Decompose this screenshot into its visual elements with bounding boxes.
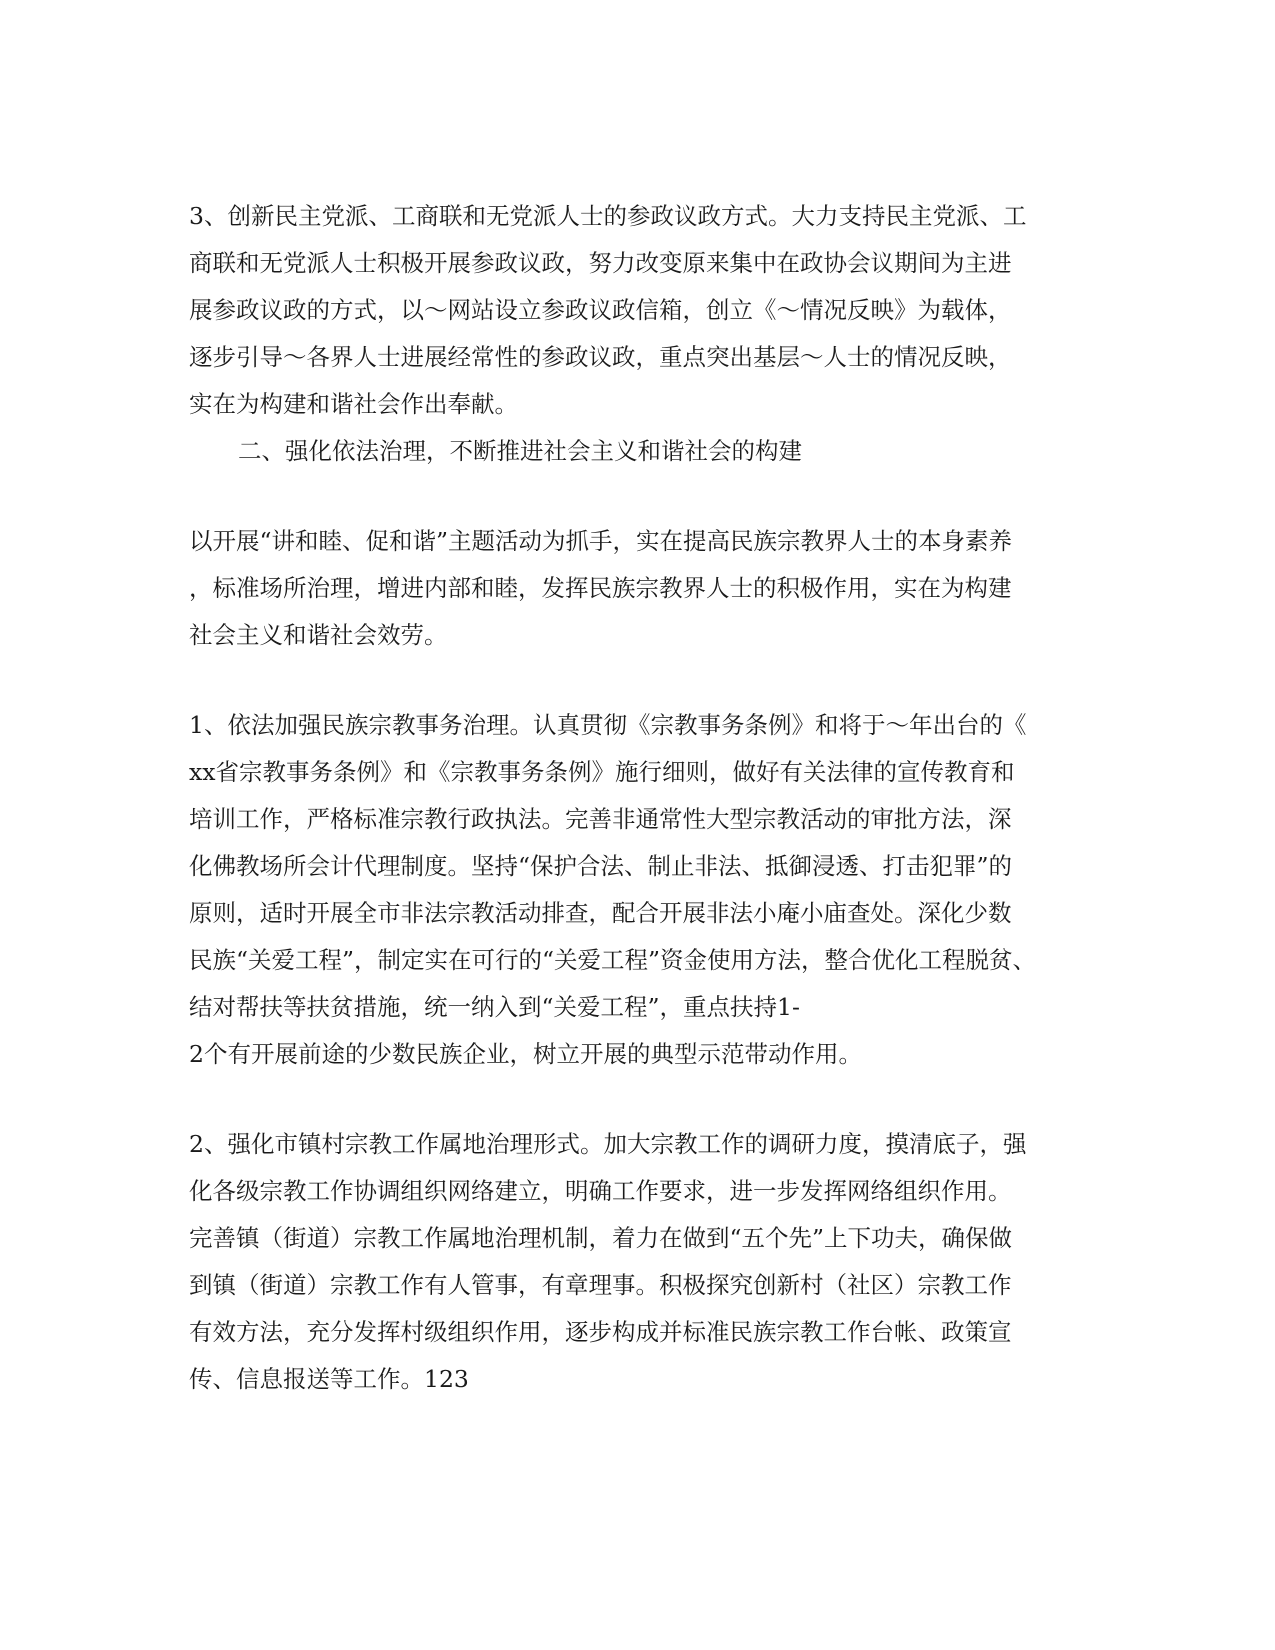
text-line: 2、强化市镇村宗教工作属地治理形式。加大宗教工作的调研力度，摸清底子，强 bbox=[189, 1130, 1027, 1158]
text-line: 原则，适时开展全市非法宗教活动排查，配合开展非法小庵小庙查处。深化少数 bbox=[189, 899, 1012, 927]
text-line: 逐步引导～各界人士进展经常性的参政议政，重点突出基层～人士的情况反映， bbox=[189, 343, 1012, 371]
text-line: xx省宗教事务条例》和《宗教事务条例》施行细则，做好有关法律的宣传教育和 bbox=[189, 758, 1015, 786]
text-line: 民族“关爱工程”，制定实在可行的“关爱工程”资金使用方法，整合优化工程脱贫、 bbox=[189, 946, 1037, 974]
text-line: 传、信息报送等工作。123 bbox=[189, 1365, 469, 1393]
text-line: 培训工作，严格标准宗教行政执法。完善非通常性大型宗教活动的审批方法，深 bbox=[189, 805, 1012, 833]
text-line: 结对帮扶等扶贫措施，统一纳入到“关爱工程”，重点扶持1- bbox=[189, 993, 800, 1021]
text-line: 到镇（街道）宗教工作有人管事，有章理事。积极探究创新村（社区）宗教工作 bbox=[189, 1271, 1012, 1299]
text-line: 1、依法加强民族宗教事务治理。认真贯彻《宗教事务条例》和将于～年出台的《 bbox=[189, 711, 1027, 739]
text-line: 2个有开展前途的少数民族企业，树立开展的典型示范带动作用。 bbox=[189, 1040, 862, 1068]
text-line: 展参政议政的方式，以～网站设立参政议政信箱，创立《～情况反映》为载体， bbox=[189, 296, 1012, 324]
text-line: 有效方法，充分发挥村级组织作用，逐步构成并标准民族宗教工作台帐、政策宣 bbox=[189, 1318, 1012, 1346]
text-line: 化各级宗教工作协调组织网络建立，明确工作要求，进一步发挥网络组织作用。 bbox=[189, 1177, 1012, 1205]
text-line: 商联和无党派人士积极开展参政议政，努力改变原来集中在政协会议期间为主进 bbox=[189, 249, 1012, 277]
text-line: 3、创新民主党派、工商联和无党派人士的参政议政方式。大力支持民主党派、工 bbox=[189, 202, 1027, 230]
text-line: 完善镇（街道）宗教工作属地治理机制，着力在做到“五个先”上下功夫，确保做 bbox=[189, 1224, 1013, 1252]
text-line: 社会主义和谐社会效劳。 bbox=[189, 621, 448, 649]
section-heading: 二、强化依法治理，不断推进社会主义和谐社会的构建 bbox=[238, 437, 802, 465]
text-line: 实在为构建和谐社会作出奉献。 bbox=[189, 390, 518, 418]
text-line: 化佛教场所会计代理制度。坚持“保护合法、制止非法、抵御浸透、打击犯罪”的 bbox=[189, 852, 1013, 880]
text-line: ，标准场所治理，增进内部和睦，发挥民族宗教界人士的积极作用，实在为构建 bbox=[189, 574, 1012, 602]
text-line: 以开展“讲和睦、促和谐”主题活动为抓手，实在提高民族宗教界人士的本身素养 bbox=[189, 527, 1013, 555]
